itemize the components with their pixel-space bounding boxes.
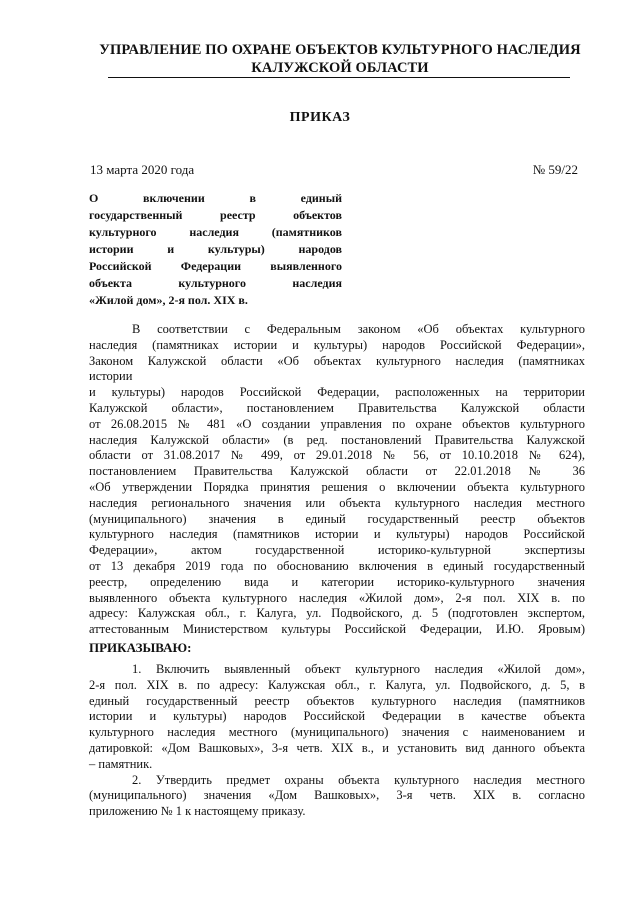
- subject-line: О включении в единый: [89, 191, 342, 205]
- preamble-line: адресу: Калужская обл., г. Калуга, ул. Подвойского, д. 5 (подготовлен экспертом,: [89, 606, 585, 621]
- subject-line: объекта культурного наследия: [89, 276, 342, 290]
- preamble-line: наследия (памятниках истории и культуры) народов Российской Федерации»,: [89, 337, 585, 352]
- item2-line: 2. Утвердить предмет охраны объекта культурного наследия местного: [132, 772, 585, 787]
- preamble-line: выявленного объекта культурного наследия «Жилой дом», 2-я пол. XIX в. по: [89, 590, 585, 605]
- item1-line: культурного наследия местного (муниципального) значения с наименованием и: [89, 725, 585, 740]
- preamble-line: области от 31.08.2017 № 499, от 29.01.2018 № 56, от 10.10.2018 № 624),: [89, 448, 585, 463]
- preamble-line: Федерации», актом государственной историко-культурной экспертизы: [89, 543, 585, 558]
- preamble-line: В соответствии с Федеральным законом «Об объектах культурного: [132, 322, 585, 336]
- preamble-line: наследия Калужской области» (в ред. постановлений Правительства Калужской: [89, 432, 585, 447]
- preamble-line: истории: [89, 369, 133, 384]
- item2-line: (муниципального) значения «Дом Вашковых», 3-я четв. XIX в. согласно: [89, 788, 585, 803]
- subject-line: культурного наследия (памятников: [89, 225, 342, 239]
- organization-name-line2: КАЛУЖСКОЙ ОБЛАСТИ: [251, 60, 429, 76]
- item1-line: 1. Включить выявленный объект культурного наследия «Жилой дом»,: [132, 661, 585, 676]
- item2-line: приложению № 1 к настоящему приказу.: [89, 804, 306, 819]
- document-number: № 59/22: [532, 162, 578, 177]
- preamble-line: (муниципального) значения в единый государственный реестр объектов: [89, 511, 585, 526]
- item1-line: единый государственный реестр объектов культурного наследия (памятников: [89, 693, 585, 708]
- preamble-line: реестр, определению вида и категории историко-культурного значения: [89, 574, 585, 589]
- preamble-line: «Об утверждении Порядка принятия решения о включении объекта культурного: [89, 479, 585, 494]
- preamble-line: и культуры) народов Российской Федерации, расположенных на территории: [89, 385, 585, 400]
- order-subject: [89, 190, 342, 309]
- preamble-line: наследия регионального значения или объекта культурного наследия местного: [89, 495, 585, 510]
- subject-line: государственный реестр объектов: [89, 208, 342, 222]
- subject-line: истории и культуры) народов: [89, 242, 342, 256]
- subject-line: Российской Федерации выявленного: [89, 259, 342, 273]
- header-underline: [108, 77, 570, 78]
- preamble-line: Калужской области», постановлением Правительства Калужской области: [89, 400, 585, 415]
- preamble-line: от 26.08.2015 № 481 «О создании управления по охране объектов культурного: [89, 416, 585, 431]
- preamble-line: от 13 декабря 2019 года по обоснованию включения в единый государственный: [89, 558, 585, 573]
- preamble-line: культурного наследия (памятников истории и культуры) народов Российской: [89, 527, 585, 542]
- item1-line: истории и культуры) народов Российской Федерации в качестве объекта: [89, 709, 585, 724]
- document-date: 13 марта 2020 года: [90, 162, 195, 177]
- item1-line: – памятник.: [89, 756, 153, 771]
- item1-line: датировкой: «Дом Вашковых», 3-я четв. XIX в., и установить вид данного объекта: [89, 740, 585, 755]
- preamble-line: постановлением Правительства Калужской области от 22.01.2018 № 36: [89, 464, 585, 479]
- order-body: [89, 322, 585, 820]
- preamble-line: аттестованным Министерством культуры Российской Федерации, И.Ю. Яровым): [89, 622, 585, 637]
- organization-name-line1: УПРАВЛЕНИЕ ПО ОХРАНЕ ОБЪЕКТОВ КУЛЬТУРНОГО НАСЛЕДИЯ: [99, 42, 581, 58]
- order-word: ПРИКАЗЫВАЮ:: [89, 639, 192, 655]
- preamble-line: Законом Калужской области «Об объектах культурного наследия (памятниках: [89, 353, 585, 368]
- subject-line: «Жилой дом», 2-я пол. XIX в.: [89, 293, 248, 307]
- document-type-title: ПРИКАЗ: [289, 110, 351, 125]
- item1-line: 2-я пол. XIX в. по адресу: Калужская обл., г. Калуга, ул. Подвойского, д. 5, в: [89, 677, 585, 692]
